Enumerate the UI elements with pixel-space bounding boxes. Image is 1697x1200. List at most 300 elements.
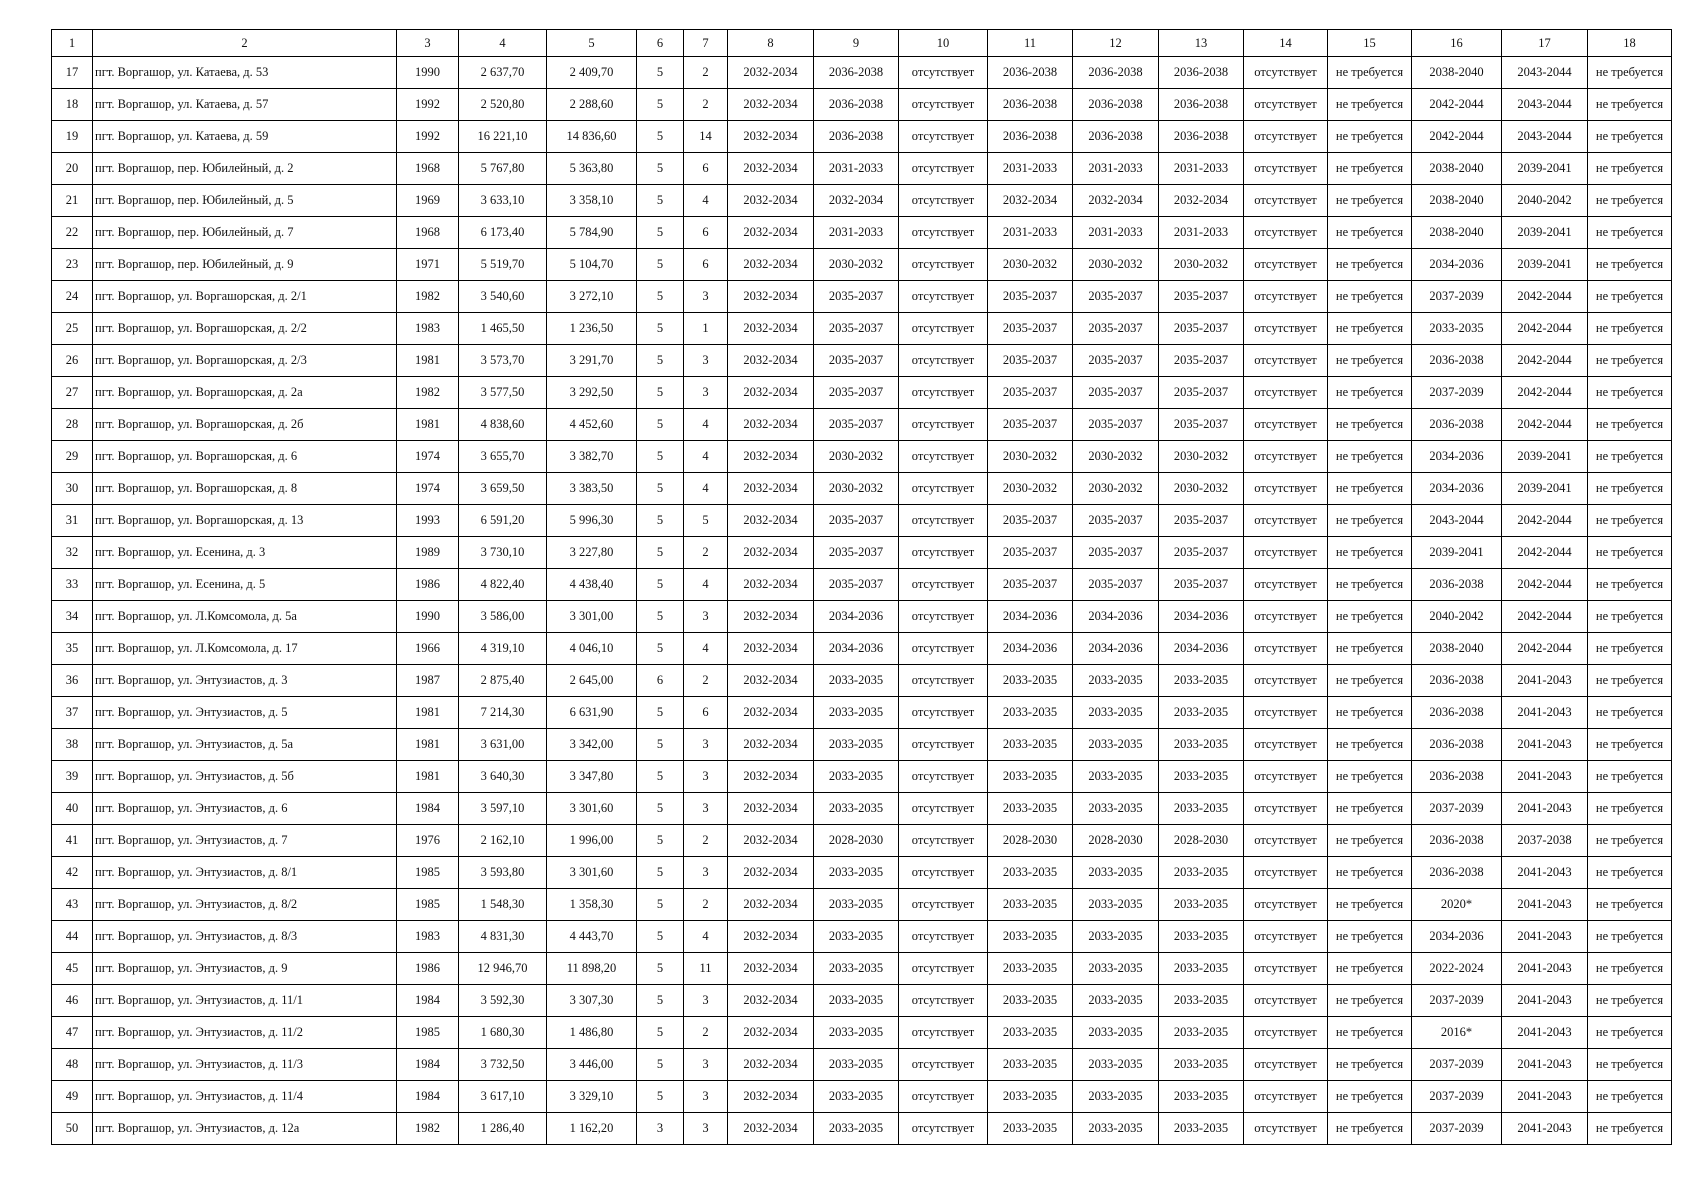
table-cell: 5 [637,633,684,665]
table-cell: 2032-2034 [728,729,814,761]
table-cell: 5 [637,697,684,729]
address-cell: пгт. Воргашор, пер. Юбилейный, д. 9 [93,249,397,281]
table-cell: отсутствует [1244,697,1328,729]
table-cell: 3 732,50 [459,1049,547,1081]
table-cell: отсутствует [899,89,988,121]
table-cell: 2036-2038 [1412,665,1502,697]
row-number-cell: 26 [52,345,93,377]
table-cell: 3 307,30 [547,985,637,1017]
table-cell: 2036-2038 [814,121,899,153]
table-cell: не требуется [1588,537,1672,569]
table-cell: отсутствует [1244,89,1328,121]
table-cell: 2033-2035 [988,761,1073,793]
table-row [52,857,1672,889]
table-cell: не требуется [1588,825,1672,857]
table-cell: не требуется [1328,1081,1412,1113]
table-cell: 5 [637,569,684,601]
table-cell: не требуется [1328,537,1412,569]
table-cell: 2043-2044 [1412,505,1502,537]
table-cell: 2042-2044 [1412,121,1502,153]
table-cell: 1976 [397,825,459,857]
table-cell: 6 [684,153,728,185]
table-cell: 2042-2044 [1502,345,1588,377]
table-cell: 2035-2037 [1073,345,1159,377]
table-cell: не требуется [1328,697,1412,729]
table-cell: 2033-2035 [814,953,899,985]
table-cell: отсутствует [899,857,988,889]
table-cell: 1 486,80 [547,1017,637,1049]
table-cell: 2 [684,537,728,569]
row-number-cell: 34 [52,601,93,633]
table-cell: 2043-2044 [1502,89,1588,121]
table-cell: не требуется [1328,473,1412,505]
table-cell: 3 342,00 [547,729,637,761]
table-cell: 3 291,70 [547,345,637,377]
table-cell: 5 [637,89,684,121]
table-cell: 2032-2034 [988,185,1073,217]
table-cell: 2035-2037 [1159,505,1244,537]
table-cell: 3 301,60 [547,793,637,825]
table-cell: 3 730,10 [459,537,547,569]
table-cell: 3 301,60 [547,857,637,889]
table-cell: 2 520,80 [459,89,547,121]
table-cell: 2033-2035 [988,921,1073,953]
table-cell: не требуется [1328,89,1412,121]
table-cell: 1981 [397,761,459,793]
table-cell: 2034-2036 [814,633,899,665]
column-number-header-cell: 6 [637,30,684,57]
table-cell: 2032-2034 [728,377,814,409]
table-cell: 2036-2038 [988,121,1073,153]
table-cell: не требуется [1328,857,1412,889]
table-cell: 3 597,10 [459,793,547,825]
table-cell: 2032-2034 [728,345,814,377]
table-cell: не требуется [1588,185,1672,217]
table-cell: не требуется [1588,953,1672,985]
table-cell: 2032-2034 [728,313,814,345]
table-cell: 2032-2034 [1073,185,1159,217]
table-cell: 3 [684,601,728,633]
address-cell: пгт. Воргашор, ул. Энтузиастов, д. 11/4 [93,1081,397,1113]
table-cell: 3 [684,1049,728,1081]
table-cell: отсутствует [899,249,988,281]
table-cell: отсутствует [899,1081,988,1113]
table-cell: 2032-2034 [728,601,814,633]
table-cell: отсутствует [899,633,988,665]
table-cell: 2035-2037 [1073,537,1159,569]
table-cell: 5 [637,953,684,985]
table-cell: 1969 [397,185,459,217]
table-cell: отсутствует [1244,921,1328,953]
table-row [52,505,1672,537]
table-cell: 2032-2034 [728,825,814,857]
table-cell: отсутствует [1244,409,1328,441]
table-cell: 2030-2032 [814,441,899,473]
table-row [52,1049,1672,1081]
table-cell: 2041-2043 [1502,953,1588,985]
table-cell: 2035-2037 [1159,569,1244,601]
table-cell: 2042-2044 [1502,377,1588,409]
table-cell: 2036-2038 [1073,121,1159,153]
table-cell: 2036-2038 [1412,761,1502,793]
table-cell: 2033-2035 [988,1081,1073,1113]
table-cell: отсутствует [899,505,988,537]
table-cell: отсутствует [1244,953,1328,985]
table-cell: не требуется [1328,153,1412,185]
row-number-cell: 18 [52,89,93,121]
table-cell: 1984 [397,793,459,825]
table-cell: 2031-2033 [1159,217,1244,249]
table-cell: 2039-2041 [1502,153,1588,185]
table-cell: 2038-2040 [1412,57,1502,89]
table-cell: 1 996,00 [547,825,637,857]
table-cell: 1981 [397,409,459,441]
table-cell: 5 [637,345,684,377]
table-cell: отсутствует [1244,761,1328,793]
table-row [52,1017,1672,1049]
table-cell: не требуется [1588,665,1672,697]
table-cell: 5 [637,761,684,793]
table-cell: не требуется [1588,1081,1672,1113]
address-cell: пгт. Воргашор, ул. Воргашорская, д. 8 [93,473,397,505]
table-cell: 2032-2034 [728,569,814,601]
table-cell: не требуется [1588,633,1672,665]
table-row [52,985,1672,1017]
table-cell: не требуется [1588,761,1672,793]
column-number-header-cell: 14 [1244,30,1328,57]
table-cell: отсутствует [899,569,988,601]
table-cell: 1982 [397,1113,459,1145]
table-cell: 2036-2038 [1412,697,1502,729]
column-number-header-cell: 17 [1502,30,1588,57]
column-number-header-cell: 13 [1159,30,1244,57]
table-cell: 2041-2043 [1502,793,1588,825]
table-cell: не требуется [1588,505,1672,537]
table-cell: 5 519,70 [459,249,547,281]
table-cell: 2042-2044 [1502,537,1588,569]
table-cell: 1992 [397,121,459,153]
table-cell: 2035-2037 [1073,569,1159,601]
table-cell: отсутствует [899,185,988,217]
table-cell: 2036-2038 [1412,409,1502,441]
table-cell: не требуется [1328,633,1412,665]
table-cell: 2033-2035 [1073,729,1159,761]
table-cell: 1983 [397,921,459,953]
table-cell: отсутствует [899,217,988,249]
table-cell: 2035-2037 [988,281,1073,313]
table-cell: отсутствует [1244,153,1328,185]
table-cell: 2036-2038 [1412,569,1502,601]
table-cell: 2042-2044 [1502,505,1588,537]
address-cell: пгт. Воргашор, ул. Воргашорская, д. 6 [93,441,397,473]
table-cell: 2036-2038 [1412,345,1502,377]
table-cell: 1993 [397,505,459,537]
table-cell: 2035-2037 [814,409,899,441]
table-cell: 5 [637,729,684,761]
table-row [52,889,1672,921]
table-row [52,281,1672,313]
table-cell: 1 286,40 [459,1113,547,1145]
table-cell: 3 [684,761,728,793]
table-cell: отсутствует [899,537,988,569]
table-row [52,217,1672,249]
row-number-cell: 35 [52,633,93,665]
table-cell: не требуется [1328,953,1412,985]
table-cell: 3 292,50 [547,377,637,409]
table-cell: 2036-2038 [1159,57,1244,89]
table-cell: 6 591,20 [459,505,547,537]
table-cell: не требуется [1588,921,1672,953]
table-cell: 5 [637,1017,684,1049]
table-cell: 2034-2036 [1073,633,1159,665]
address-cell: пгт. Воргашор, ул. Энтузиастов, д. 9 [93,953,397,985]
address-cell: пгт. Воргашор, ул. Воргашорская, д. 2/2 [93,313,397,345]
table-cell: не требуется [1328,217,1412,249]
table-cell: не требуется [1328,1113,1412,1145]
table-cell: 2036-2038 [1073,57,1159,89]
table-cell: 2 [684,889,728,921]
table-cell: 2034-2036 [1073,601,1159,633]
table-cell: 5 [637,1081,684,1113]
table-cell: 1 [684,313,728,345]
table-cell: отсутствует [899,121,988,153]
table-cell: отсутствует [899,665,988,697]
table-cell: 5 [637,889,684,921]
table-row [52,761,1672,793]
table-cell: 2032-2034 [728,217,814,249]
row-number-cell: 30 [52,473,93,505]
table-cell: 2036-2038 [988,89,1073,121]
table-cell: отсутствует [899,1113,988,1145]
table-cell: 5 [637,185,684,217]
table-cell: 2033-2035 [988,889,1073,921]
table-cell: 2030-2032 [1073,473,1159,505]
table-cell: отсутствует [1244,633,1328,665]
row-number-cell: 17 [52,57,93,89]
table-cell: 2035-2037 [1073,505,1159,537]
table-cell: 2033-2035 [1073,665,1159,697]
table-cell: 16 221,10 [459,121,547,153]
table-cell: 2035-2037 [1159,537,1244,569]
table-cell: 2035-2037 [814,281,899,313]
table-cell: 2035-2037 [988,505,1073,537]
table-cell: не требуется [1328,569,1412,601]
row-number-cell: 32 [52,537,93,569]
table-cell: 3 329,10 [547,1081,637,1113]
table-cell: отсутствует [1244,217,1328,249]
table-cell: 2033-2035 [814,665,899,697]
address-cell: пгт. Воргашор, ул. Энтузиастов, д. 8/3 [93,921,397,953]
table-cell: 2032-2034 [728,665,814,697]
table-cell: 5 [637,601,684,633]
address-cell: пгт. Воргашор, ул. Энтузиастов, д. 12а [93,1113,397,1145]
document-page [51,29,1672,1145]
table-cell: 1987 [397,665,459,697]
table-cell: 2034-2036 [814,601,899,633]
table-cell: 2035-2037 [814,345,899,377]
table-cell: 2038-2040 [1412,217,1502,249]
table-cell: 1982 [397,281,459,313]
table-cell: 3 [684,1113,728,1145]
table-cell: отсутствует [1244,57,1328,89]
table-cell: 2043-2044 [1502,57,1588,89]
address-cell: пгт. Воргашор, ул. Энтузиастов, д. 5а [93,729,397,761]
table-cell: отсутствует [899,57,988,89]
table-cell: 2033-2035 [1073,953,1159,985]
table-cell: 2032-2034 [728,121,814,153]
row-number-cell: 43 [52,889,93,921]
table-cell: отсутствует [1244,793,1328,825]
table-cell: отсутствует [1244,473,1328,505]
table-cell: 2031-2033 [988,153,1073,185]
table-cell: отсутствует [899,793,988,825]
table-cell: 5 [637,537,684,569]
address-cell: пгт. Воргашор, ул. Л.Комсомола, д. 17 [93,633,397,665]
table-cell: 5 996,30 [547,505,637,537]
table-cell: 2035-2037 [814,505,899,537]
address-cell: пгт. Воргашор, ул. Есенина, д. 5 [93,569,397,601]
table-cell: 2039-2041 [1502,217,1588,249]
table-cell: 2033-2035 [1159,761,1244,793]
table-cell: 2042-2044 [1502,569,1588,601]
table-cell: 3 633,10 [459,185,547,217]
table-cell: 2040-2042 [1502,185,1588,217]
table-cell: 2035-2037 [814,537,899,569]
table-row [52,1081,1672,1113]
table-cell: 4 046,10 [547,633,637,665]
table-cell: 2042-2044 [1502,633,1588,665]
table-cell: 3 347,80 [547,761,637,793]
table-cell: 2032-2034 [728,1081,814,1113]
table-cell: 2033-2035 [1159,1017,1244,1049]
table-cell: 2041-2043 [1502,697,1588,729]
table-cell: отсутствует [1244,729,1328,761]
table-cell: 6 [684,249,728,281]
table-cell: 2033-2035 [814,985,899,1017]
table-cell: 2033-2035 [814,857,899,889]
table-cell: отсутствует [899,409,988,441]
table-cell: 2034-2036 [1159,633,1244,665]
address-cell: пгт. Воргашор, ул. Воргашорская, д. 2б [93,409,397,441]
row-number-cell: 41 [52,825,93,857]
table-cell: 2037-2039 [1412,1081,1502,1113]
table-cell: 2 [684,89,728,121]
table-cell: не требуется [1328,793,1412,825]
table-cell: 2032-2034 [1159,185,1244,217]
table-cell: 1968 [397,153,459,185]
table-cell: 2041-2043 [1502,1113,1588,1145]
table-cell: 3 [684,377,728,409]
table-cell: 2028-2030 [814,825,899,857]
table-cell: 5 [637,441,684,473]
table-cell: не требуется [1588,985,1672,1017]
table-cell: 1984 [397,1049,459,1081]
table-cell: 1982 [397,377,459,409]
table-cell: 2030-2032 [814,473,899,505]
table-row [52,249,1672,281]
table-cell: 3 592,30 [459,985,547,1017]
table-cell: 2035-2037 [988,377,1073,409]
table-cell: 5 [637,153,684,185]
table-cell: 3 540,60 [459,281,547,313]
row-number-cell: 46 [52,985,93,1017]
table-cell: 2035-2037 [814,377,899,409]
column-number-header-cell: 16 [1412,30,1502,57]
table-row [52,793,1672,825]
table-cell: 2033-2035 [814,889,899,921]
column-number-header-cell: 18 [1588,30,1672,57]
table-cell: отсутствует [1244,857,1328,889]
table-cell: 2030-2032 [1073,249,1159,281]
address-cell: пгт. Воргашор, ул. Энтузиастов, д. 5 [93,697,397,729]
table-cell: 2035-2037 [988,313,1073,345]
table-cell: 2041-2043 [1502,889,1588,921]
table-cell: 2037-2039 [1412,985,1502,1017]
table-cell: 2035-2037 [814,569,899,601]
address-cell: пгт. Воргашор, ул. Энтузиастов, д. 6 [93,793,397,825]
table-cell: не требуется [1588,569,1672,601]
table-row [52,1113,1672,1145]
table-cell: 2036-2038 [1412,729,1502,761]
table-cell: 2032-2034 [728,1049,814,1081]
table-cell: 1981 [397,697,459,729]
table-cell: 1984 [397,1081,459,1113]
table-cell: 1985 [397,1017,459,1049]
table-row [52,313,1672,345]
table-cell: 5 [637,281,684,313]
row-number-cell: 25 [52,313,93,345]
table-cell: 2030-2032 [988,473,1073,505]
row-number-cell: 47 [52,1017,93,1049]
table-cell: 1984 [397,985,459,1017]
table-cell: 3 586,00 [459,601,547,633]
table-cell: 2022-2024 [1412,953,1502,985]
table-cell: 1986 [397,953,459,985]
table-cell: 2 409,70 [547,57,637,89]
table-cell: 3 577,50 [459,377,547,409]
table-cell: 2032-2034 [728,921,814,953]
address-cell: пгт. Воргашор, ул. Катаева, д. 59 [93,121,397,153]
table-cell: не требуется [1328,985,1412,1017]
table-cell: отсутствует [1244,569,1328,601]
table-cell: не требуется [1328,441,1412,473]
address-cell: пгт. Воргашор, ул. Есенина, д. 3 [93,537,397,569]
table-cell: не требуется [1328,665,1412,697]
table-cell: 2033-2035 [1073,985,1159,1017]
table-cell: 3 640,30 [459,761,547,793]
table-cell: 2036-2038 [814,89,899,121]
table-cell: не требуется [1328,281,1412,313]
table-cell: 1 680,30 [459,1017,547,1049]
table-cell: не требуется [1328,825,1412,857]
table-cell: 2037-2039 [1412,1113,1502,1145]
table-cell: не требуется [1328,377,1412,409]
row-number-cell: 33 [52,569,93,601]
table-cell: 2038-2040 [1412,153,1502,185]
table-cell: 2035-2037 [988,569,1073,601]
table-cell: 2031-2033 [1073,217,1159,249]
table-cell: не требуется [1588,281,1672,313]
row-number-cell: 40 [52,793,93,825]
table-cell: не требуется [1588,377,1672,409]
table-cell: 2032-2034 [728,857,814,889]
table-cell: 2036-2038 [1159,89,1244,121]
table-cell: 5 [637,313,684,345]
table-cell: 2033-2035 [1159,985,1244,1017]
table-cell: не требуется [1328,249,1412,281]
table-cell: 5 [637,857,684,889]
address-cell: пгт. Воргашор, ул. Энтузиастов, д. 11/3 [93,1049,397,1081]
